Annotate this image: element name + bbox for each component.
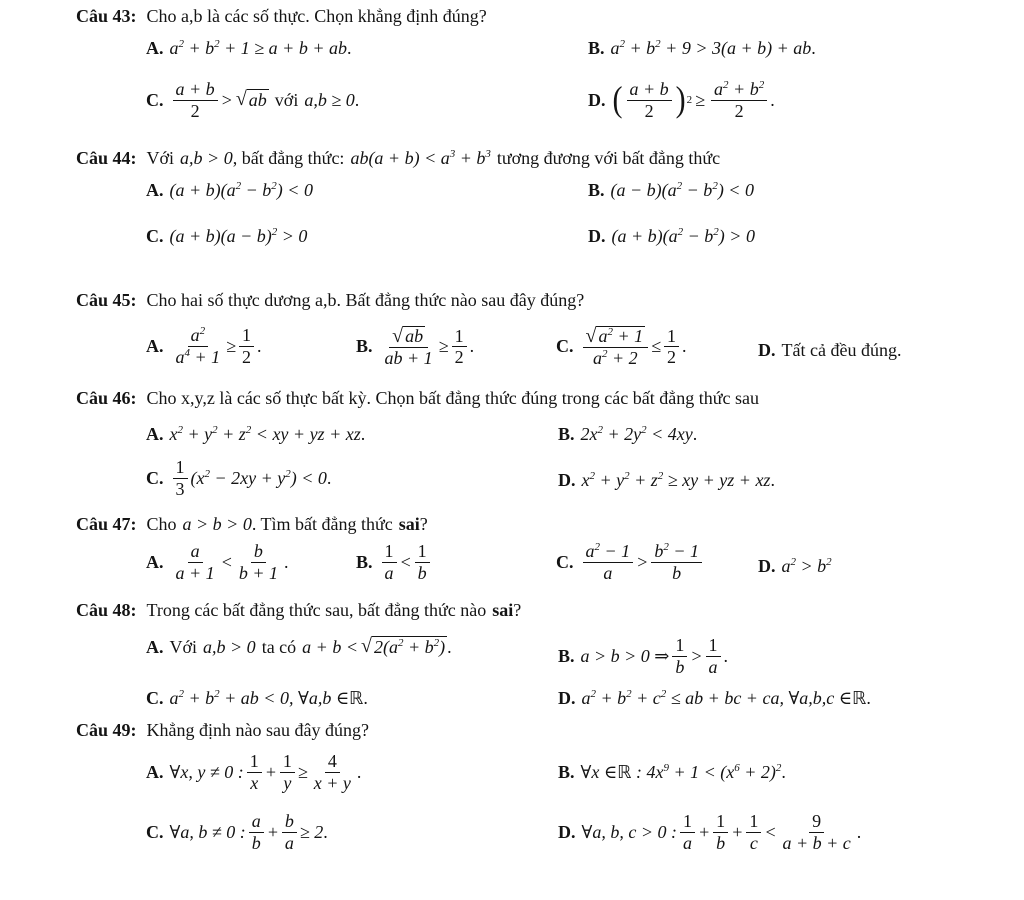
q43-option-a[interactable]: A. $a^2 + b^2 + 1 \ge a + b$ + ab . [146, 38, 352, 58]
q49-option-c[interactable]: C. ∀a, b ≠ 0 : a b + $\frac{b}{a}$ ≥ 2 . [146, 811, 328, 853]
q47-option-b[interactable]: B. 1 a < 1 b [356, 542, 433, 583]
q44-option-a[interactable]: A. $(a + b)(a^2 - b^2) < 0$ [146, 180, 313, 200]
q47-option-d[interactable]: D. $a^2 > b^2$ [758, 556, 832, 576]
q48-option-d[interactable]: D. $a^2 + b^2 + c^2$ ≤ ab + bc + ca, ∀a,b,c ∈ ℝ . [558, 688, 871, 709]
q47-option-a[interactable]: A. a a + 1 < b b + 1 . [146, 541, 289, 583]
q45-option-c[interactable]: C. √ $a^2 + 1$ $a^2 + 2$ ≤ $\frac{1}{2}$ . [556, 325, 687, 368]
q46-option-a[interactable]: A. $x^2 + y^2 + z^2$ < xy + yz + xz . [146, 424, 366, 444]
q49-option-d[interactable]: D. ∀a, b, c > 0 : 1 a + $\frac{1}{b}$ + $\frac{1}{c}$ < 9 a + b + c . [558, 811, 862, 853]
q44-option-c[interactable]: C. $(a + b)(a - b)^2 > 0$ [146, 226, 308, 246]
q43-option-d[interactable]: D. ( a + b 2 ) 2 ≥ $\frac{a^2 + b^2}{2}$ . [588, 79, 775, 121]
q45-option-b[interactable]: B. √ ab ab + 1 ≥ $\frac{1}{2}$ . [356, 325, 475, 368]
question-49-stem: Câu 49: Khẳng định nào sau đây đúng? [76, 720, 369, 740]
q45-option-a[interactable]: A. $\frac{a^2}{a^4 + 1}$ ≥ $\frac{1}{2}$ . [146, 325, 262, 367]
q43-option-b[interactable]: B. $a^2 + b^2 + 9 > 3(a + b)$ + ab . [588, 38, 816, 58]
question-43-stem: Câu 43: Cho a,b là các số thực. Chọn khẳng định đúng? [76, 6, 487, 26]
q46-option-c[interactable]: C. 1 3 $(x^2 - 2xy + y^2) < 0$ . [146, 457, 332, 499]
q44-option-b[interactable]: B. $(a - b)(a^2 - b^2) < 0$ [588, 180, 754, 200]
question-45-stem: Câu 45: Cho hai số thực dương a,b. Bất đẳng thức nào sau đây đúng? [76, 290, 585, 310]
q49-option-b[interactable]: B. ∀x ∈ ℝ : $4x^9 + 1 < (x^6 + 2)^2$ . [558, 762, 786, 783]
q43-option-c[interactable]: C. a + b 2 > √ ab với a,b ≥ 0 . [146, 79, 360, 121]
question-48-stem: Câu 48: Trong các bất đẳng thức sau, bất đẳng thức nào sai? [76, 600, 522, 620]
q48-option-c[interactable]: C. $a^2 + b^2$ + ab < 0, ∀a,b ∈ ℝ . [146, 688, 368, 709]
q48-option-a[interactable]: A. Với a,b > 0 ta có a + b < √ $2(a^2 + b^2)$ . [146, 635, 452, 657]
question-47-stem: Câu 47: Cho a > b > 0. Tìm bất đẳng thức sai? [76, 514, 428, 534]
q46-option-d[interactable]: D. $x^2 + y^2 + z^2$ ≥ xy + yz + xz . [558, 470, 775, 490]
q45-option-d[interactable]: D. Tất cả đều đúng. [758, 340, 902, 360]
q48-option-b[interactable]: B. a > b > 0 ⇒ 1 b > 1 a . [558, 635, 729, 677]
question-44-stem: Câu 44: Với a,b > 0, bất đẳng thức: $ab(a + b) < a^3 + b^3$ tương đương với bất đẳng thức [76, 148, 721, 168]
q47-option-c[interactable]: C. $a^2 - 1$ a > $b^2 - 1$ b [556, 542, 705, 583]
q44-option-d[interactable]: D. $(a + b)(a^2 - b^2) > 0$ [588, 226, 755, 246]
q46-option-b[interactable]: B. $2x^2 + 2y^2 < 4xy$ . [558, 424, 698, 444]
question-46-stem: Câu 46: Cho x,y,z là các số thực bất kỳ. Chọn bất đẳng thức đúng trong các bất đẳng thức sau [76, 388, 759, 408]
q49-option-a[interactable]: A. ∀x, y ≠ 0 : 1 x + $\frac{1}{y}$ ≥ $\frac{4}{x + y}$ . [146, 751, 362, 793]
